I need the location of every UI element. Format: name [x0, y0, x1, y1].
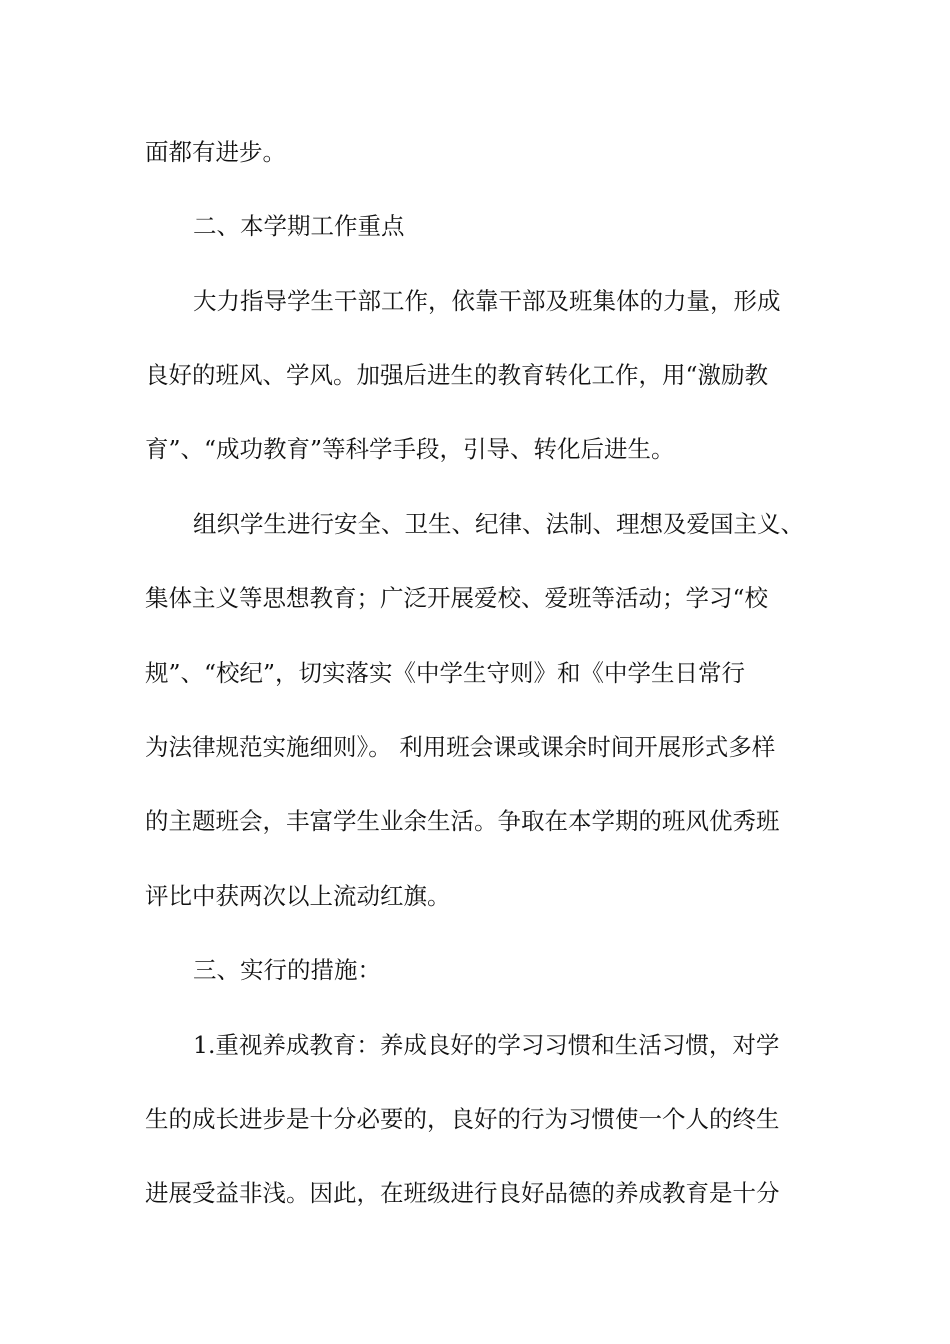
text-line: 的主题班会，丰富学生业余生活。争取在本学期的班风优秀班	[145, 807, 780, 835]
text-line: 大力指导学生干部工作，依靠干部及班集体的力量，形成	[193, 287, 781, 315]
text-line: 进展受益非浅。因此，在班级进行良好品德的养成教育是十分	[145, 1179, 780, 1207]
text-line: 1.重视养成教育：养成良好的学习习惯和生活习惯，对学	[193, 1031, 780, 1059]
text-line: 面都有进步。	[145, 138, 286, 166]
text-line: 规”、“校纪”，切实落实《中学生守则》和《中学生日常行	[145, 659, 746, 687]
text-line: 为法律规范实施细则》。 利用班会课或课余时间开展形式多样	[145, 733, 776, 761]
text-line: 生的成长进步是十分必要的，良好的行为习惯使一个人的终生	[145, 1105, 780, 1133]
text-line: 育”、“成功教育”等科学手段，引导、转化后进生。	[145, 435, 675, 463]
text-line: 良好的班风、学风。加强后进生的教育转化工作，用“激励教	[145, 361, 769, 389]
section-heading: 二、本学期工作重点	[193, 212, 405, 240]
text-line: 评比中获两次以上流动红旗。	[145, 882, 451, 910]
text-line: 集体主义等思想教育；广泛开展爱校、爱班等活动；学习“校	[145, 584, 769, 612]
section-heading: 三、实行的措施：	[193, 956, 381, 984]
text-line: 组织学生进行安全、卫生、纪律、法制、理想及爱国主义、	[193, 510, 804, 538]
